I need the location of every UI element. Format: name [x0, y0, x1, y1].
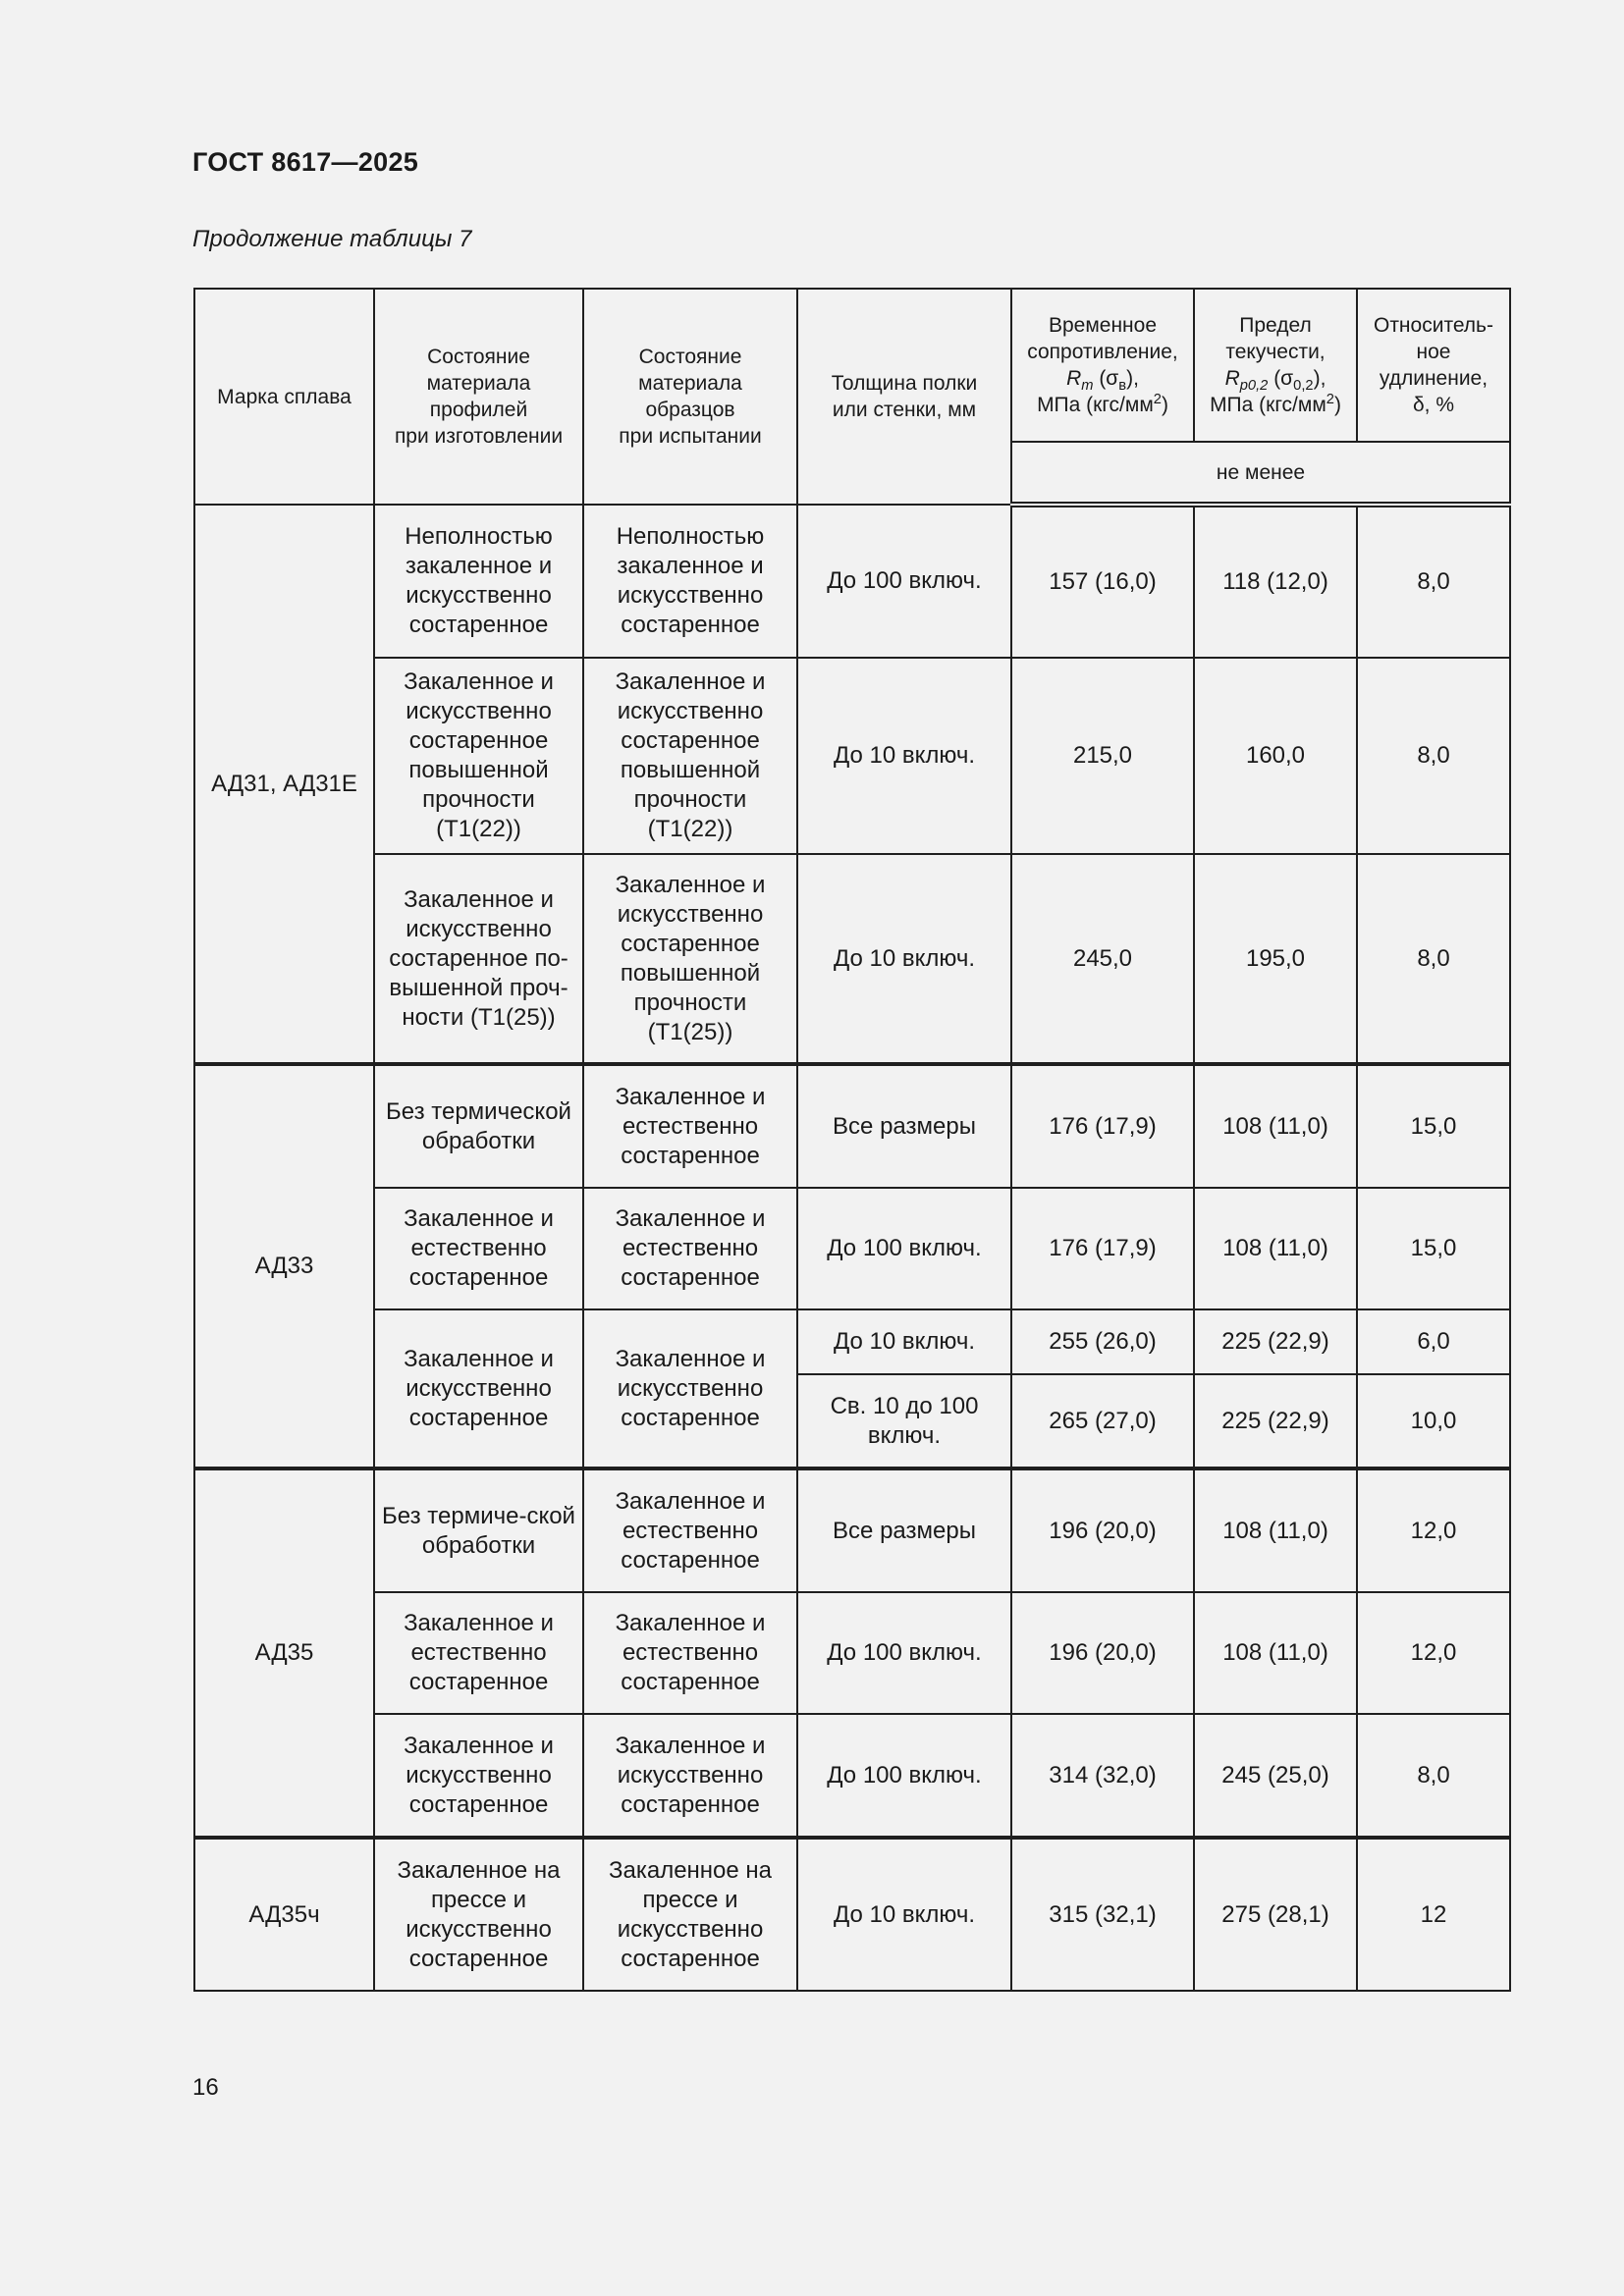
table-row — [194, 1592, 1510, 1714]
elongation-cell: 8,0 — [1357, 854, 1510, 1064]
header-test-line: материала — [638, 372, 742, 395]
yield-cell: 108 (11,0) — [1194, 1468, 1357, 1592]
grade-group — [194, 1064, 1510, 1468]
header-manufacture-line: Состояние — [427, 346, 530, 368]
tensile-sigma-open: (σ — [1093, 367, 1119, 390]
tensile-units-superscript: 2 — [1153, 392, 1162, 407]
thickness-cell: До 10 включ. — [797, 1838, 1011, 1991]
elongation-cell: 8,0 — [1357, 505, 1510, 658]
tensile-sigma-close: ), — [1126, 367, 1139, 390]
grade-cell: АД31, АД31Е — [194, 505, 374, 1064]
header-tensile-strength — [1011, 289, 1194, 442]
elongation-line: ное — [1416, 341, 1451, 363]
manufacture-state-cell: Закаленное и искусственно состаренное — [374, 1309, 583, 1468]
table-row — [194, 1714, 1510, 1838]
tensile-cell: 314 (32,0) — [1011, 1714, 1194, 1838]
table-caption: Продолжение таблицы 7 — [192, 226, 472, 252]
header-thickness — [797, 289, 1011, 505]
manufacture-state-cell: Закаленное и естественно состаренное — [374, 1188, 583, 1309]
table-row — [194, 854, 1510, 1064]
yield-cell: 108 (11,0) — [1194, 1064, 1357, 1188]
manufacture-state-cell: Закаленное и искусственно состаренное по-вышенной проч-ности (Т1(25)) — [374, 854, 583, 1064]
table-row — [194, 1188, 1510, 1309]
yield-units-close: ) — [1333, 394, 1341, 416]
grade-cell: АД33 — [194, 1064, 374, 1468]
tensile-units: МПа (кгс/мм — [1037, 394, 1154, 416]
tensile-line1: Временное — [1048, 314, 1158, 337]
header-manufacture-line: при изготовлении — [394, 425, 564, 448]
tensile-cell: 157 (16,0) — [1011, 505, 1194, 658]
thickness-cell: До 10 включ. — [797, 854, 1011, 1064]
yield-cell: 275 (28,1) — [1194, 1838, 1357, 1991]
manufacture-state-cell: Неполностью закаленное и искусственно состаренное — [374, 505, 583, 658]
table-row — [194, 658, 1510, 854]
manufacture-state-cell: Без термиче-ской обработки — [374, 1468, 583, 1592]
thickness-cell: До 10 включ. — [797, 658, 1011, 854]
grade-group — [194, 505, 1510, 1064]
yield-cell: 108 (11,0) — [1194, 1592, 1357, 1714]
document-code: ГОСТ 8617—2025 — [192, 147, 419, 177]
elongation-cell: 6,0 — [1357, 1309, 1510, 1374]
tensile-cell: 215,0 — [1011, 658, 1194, 854]
test-state-cell: Закаленное и естественно состаренное — [583, 1064, 797, 1188]
elongation-cell: 8,0 — [1357, 1714, 1510, 1838]
yield-cell: 245 (25,0) — [1194, 1714, 1357, 1838]
thickness-cell: До 100 включ. — [797, 1188, 1011, 1309]
table-header — [194, 289, 1510, 505]
manufacture-state-cell: Закаленное и искусственно состаренное — [374, 1714, 583, 1838]
yield-cell: 160,0 — [1194, 658, 1357, 854]
yield-symbol-subscript: p0,2 — [1239, 378, 1269, 395]
test-state-cell: Закаленное на прессе и искусственно состаренное — [583, 1838, 797, 1991]
yield-line1: Предел — [1239, 314, 1312, 337]
header-min-note: не менее — [1011, 442, 1510, 505]
tensile-cell: 265 (27,0) — [1011, 1374, 1194, 1468]
table-row — [194, 1468, 1510, 1592]
header-manufacture-line: профилей — [429, 399, 528, 421]
grade-group — [194, 1838, 1510, 1991]
tensile-cell: 176 (17,9) — [1011, 1064, 1194, 1188]
header-yield-strength — [1194, 289, 1357, 442]
thickness-cell: Все размеры — [797, 1468, 1011, 1592]
header-elongation — [1357, 289, 1510, 442]
header-grade: Марка сплава — [194, 289, 374, 505]
test-state-cell: Закаленное и искусственно состаренное — [583, 1309, 797, 1468]
yield-symbol: R — [1224, 367, 1240, 390]
test-state-cell: Неполностью закаленное и искусственно состаренное — [583, 505, 797, 658]
yield-sigma-close: ), — [1313, 367, 1326, 390]
elongation-cell: 12,0 — [1357, 1592, 1510, 1714]
tensile-cell: 196 (20,0) — [1011, 1592, 1194, 1714]
test-state-cell: Закаленное и искусственно состаренное повышенной прочности (Т1(25)) — [583, 854, 797, 1064]
yield-sigma-open: (σ — [1268, 367, 1294, 390]
yield-sigma-subscript: 0,2 — [1293, 378, 1314, 395]
elongation-cell: 8,0 — [1357, 658, 1510, 854]
test-state-cell: Закаленное и естественно состаренное — [583, 1592, 797, 1714]
tensile-cell: 255 (26,0) — [1011, 1309, 1194, 1374]
tensile-symbol: R — [1066, 367, 1082, 390]
yield-cell: 108 (11,0) — [1194, 1188, 1357, 1309]
grade-cell: АД35ч — [194, 1838, 374, 1991]
manufacture-state-cell: Закаленное на прессе и искусственно состаренное — [374, 1838, 583, 1991]
header-test-state — [583, 289, 797, 505]
header-manufacture-line: материала — [426, 372, 531, 395]
elongation-cell: 15,0 — [1357, 1188, 1510, 1309]
header-thickness-line: или стенки, мм — [832, 399, 977, 421]
mechanical-properties-table — [193, 288, 1511, 1992]
elongation-cell: 12,0 — [1357, 1468, 1510, 1592]
tensile-sigma-subscript: в — [1118, 378, 1127, 395]
test-state-cell: Закаленное и естественно состаренное — [583, 1468, 797, 1592]
test-state-cell: Закаленное и искусственно состаренное повышенной прочности (Т1(22)) — [583, 658, 797, 854]
test-state-cell: Закаленное и искусственно состаренное — [583, 1714, 797, 1838]
table-row — [194, 1309, 1510, 1374]
test-state-cell: Закаленное и естественно состаренное — [583, 1188, 797, 1309]
manufacture-state-cell: Без термической обработки — [374, 1064, 583, 1188]
thickness-cell: Св. 10 до 100 включ. — [797, 1374, 1011, 1468]
tensile-units-close: ) — [1161, 394, 1168, 416]
tensile-cell: 196 (20,0) — [1011, 1468, 1194, 1592]
elongation-cell: 10,0 — [1357, 1374, 1510, 1468]
table-row — [194, 505, 1510, 658]
thickness-cell: До 100 включ. — [797, 1592, 1011, 1714]
tensile-line2: сопротивление, — [1027, 341, 1178, 363]
yield-units: МПа (кгс/мм — [1210, 394, 1326, 416]
elongation-line: Относитель- — [1373, 314, 1493, 337]
yield-units-superscript: 2 — [1326, 392, 1334, 407]
table-row — [194, 1064, 1510, 1188]
tensile-cell: 176 (17,9) — [1011, 1188, 1194, 1309]
manufacture-state-cell: Закаленное и естественно состаренное — [374, 1592, 583, 1714]
elongation-line: δ, % — [1412, 394, 1455, 416]
header-manufacture-state — [374, 289, 583, 505]
yield-cell: 195,0 — [1194, 854, 1357, 1064]
grade-cell: АД35 — [194, 1468, 374, 1838]
tensile-cell: 245,0 — [1011, 854, 1194, 1064]
manufacture-state-cell: Закаленное и искусственно состаренное повышенной прочности (Т1(22)) — [374, 658, 583, 854]
grade-group — [194, 1468, 1510, 1838]
tensile-cell: 315 (32,1) — [1011, 1838, 1194, 1991]
elongation-cell: 12 — [1357, 1838, 1510, 1991]
yield-cell: 225 (22,9) — [1194, 1374, 1357, 1468]
yield-cell: 118 (12,0) — [1194, 505, 1357, 658]
header-test-line: Состояние — [638, 346, 742, 368]
yield-cell: 225 (22,9) — [1194, 1309, 1357, 1374]
elongation-line: удлинение, — [1379, 367, 1489, 390]
thickness-cell: До 10 включ. — [797, 1309, 1011, 1374]
tensile-symbol-subscript: m — [1081, 378, 1094, 395]
table-row — [194, 1838, 1510, 1991]
thickness-cell: До 100 включ. — [797, 1714, 1011, 1838]
page-number: 16 — [192, 2074, 219, 2101]
thickness-cell: Все размеры — [797, 1064, 1011, 1188]
header-thickness-line: Толщина полки — [831, 372, 978, 395]
elongation-cell: 15,0 — [1357, 1064, 1510, 1188]
header-test-line: образцов — [645, 399, 735, 421]
header-test-line: при испытании — [619, 425, 762, 448]
yield-line2: текучести, — [1225, 341, 1326, 363]
thickness-cell: До 100 включ. — [797, 505, 1011, 658]
